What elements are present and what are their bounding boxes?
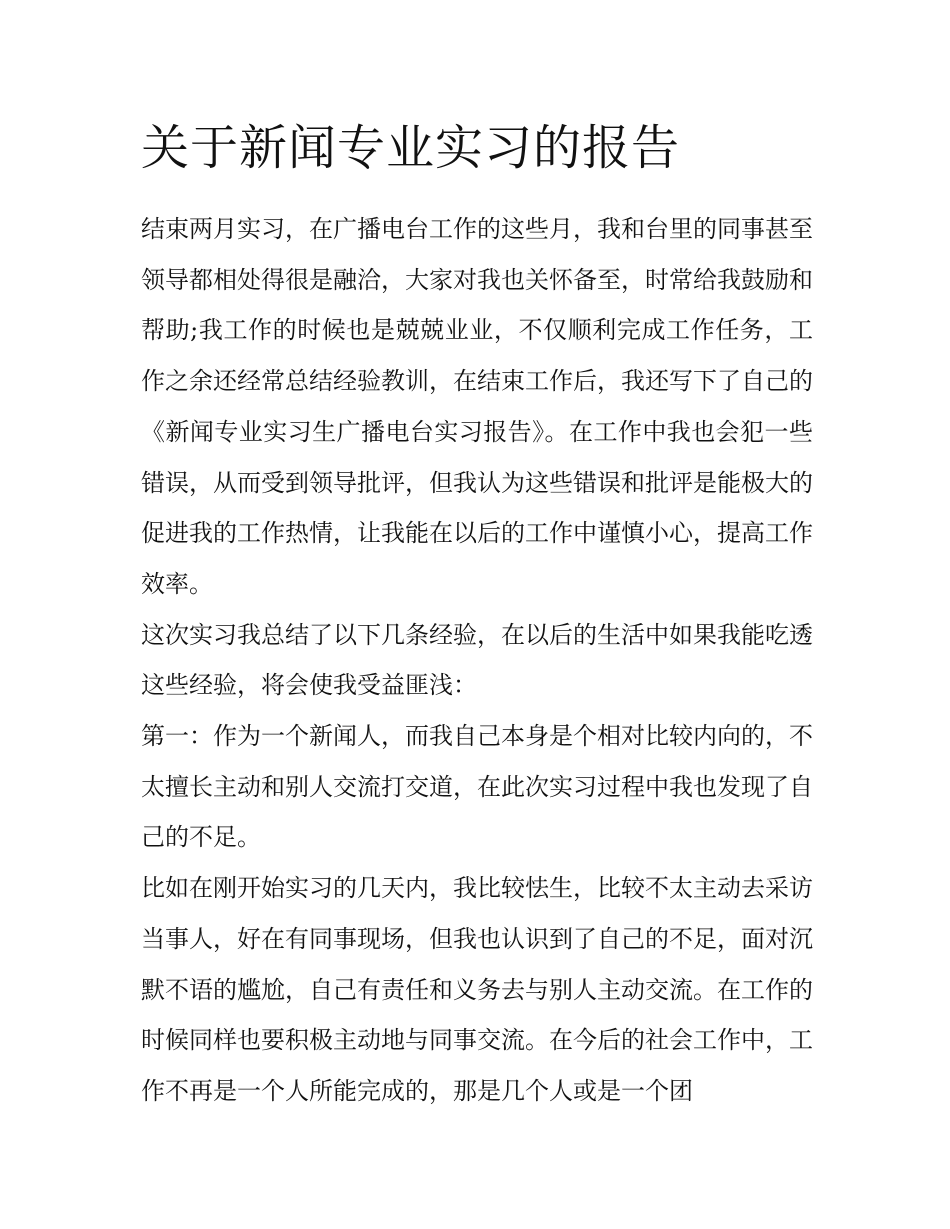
document-title: 关于新闻专业实习的报告 [141,120,681,176]
paragraph-2: 这次实习我总结了以下几条经验，在以后的生活中如果我能吃透这些经验，将会使我受益匪浅： [141,620,813,700]
paragraph-3: 第一：作为一个新闻人，而我自己本身是个相对比较内向的，不太擅长主动和别人交流打交道，在此次实习过程中我也发现了自己的不足。 [141,722,813,852]
paragraph-1: 结束两月实习，在广播电台工作的这些月，我和台里的同事甚至领导都相处得很是融洽，大家对我也关怀备至，时常给我鼓励和帮助;我工作的时候也是兢兢业业，不仅顺利完成工作任务，工作之余还经常总结经验教训，在结束工作后，我还写下了自己的《新闻专业实习生广播电台实习报告》。在工作中我也会犯一些错误，从而受到领导批评，但我认为这些错误和批评是能极大的促进我的工作热情，让我能在以后的工作中谨慎小心，提高工作效率。 [141,215,813,598]
document-page [141,112,813,1117]
paragraph-4: 比如在刚开始实习的几天内，我比较怯生，比较不太主动去采访当事人，好在有同事现场，但我也认识到了自己的不足，面对沉默不语的尴尬，自己有责任和义务去与别人主动交流。在工作的时候同样也要积极主动地与同事交流。在今后的社会工作中，工作不再是一个人所能完成的，那是几个人或是一个团 [141,874,813,1105]
